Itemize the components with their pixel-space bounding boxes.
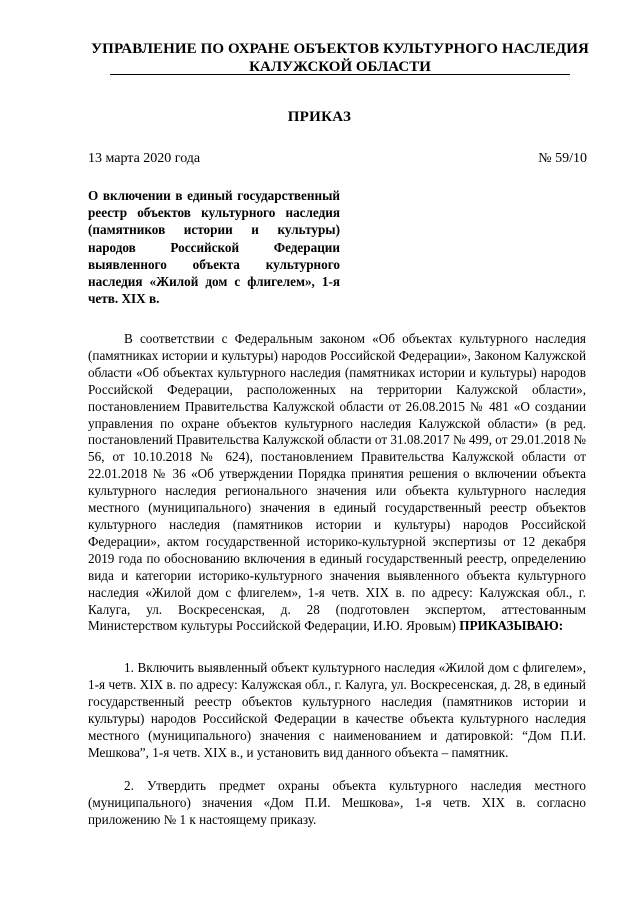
order-word: ПРИКАЗЫВАЮ: (459, 618, 564, 634)
header-underline (110, 74, 570, 75)
preamble-paragraph (88, 331, 586, 635)
agency-name-line1: УПРАВЛЕНИЕ ПО ОХРАНЕ ОБЪЕКТОВ КУЛЬТУРНОГО НАСЛЕДИЯ (91, 41, 589, 57)
document-date: 13 марта 2020 года (88, 151, 201, 166)
order-item-2: 2. Утвердить предмет охраны объекта культурного наследия местного (муниципального) значения «Дом П.И. Мешкова», 1-я четв. XIX в. согласно приложению № 1 к настоящему приказу. (88, 778, 586, 827)
document-number: № 59/10 (538, 151, 587, 166)
preamble-text: В соответствии с Федеральным законом «Об объектах культурного наследия (памятниках истории и культуры) народов Российской Федерации», Законом Калужской области «Об объектах культурного наследия (памятниках истории и культуры) народов Российской Федерации, расположенных на территории Калужской области», постановлением Правительства Калужской области от 26.08.2015 № 481 «О создании управления по охране объектов культурного наследия Калужской области» (в ред. постановлений Правительства Калужской области от 31.08.2017 № 499, от 29.01.2018 № 56, от 10.10.2018 № 624), постановлением Правительства Калужской области от 22.01.2018 № 36 «Об утверждении Порядка принятия решения о включении объекта культурного наследия регионального значения или объекта культурного наследия местного (муниципального) значения в единый государственный реестр объектов культурного наследия (памятников истории и культуры) народов Российской Федерации», актом государственной историко-культурной экспертизы от 12 декабря 2019 года по обоснованию включения в единый государственный реестр, определению вида и категории историко-культурного значения выявленного объекта культурного наследия «Жилой дом с флигелем», 1-я четв. XIX в. по адресу: Калужская обл., г. Калуга, ул. Воскресенская, д. 28 (подготовлен экспертом, аттестованным Министерством культуры Российской Федерации, И.Ю. Яровым) (88, 331, 586, 634)
document-title: ПРИКАЗ (287, 109, 352, 125)
document-subject: О включении в единый государственный реестр объектов культурного наследия (памятников истории и культуры) народов Российской Федерации выявленного объекта культурного наследия «Жилой дом с флигелем», 1-я четв. XIX в. (88, 188, 340, 307)
agency-name-line2: КАЛУЖСКОЙ ОБЛАСТИ (249, 59, 431, 75)
order-item-1: 1. Включить выявленный объект культурного наследия «Жилой дом с флигелем», 1-я четв. XIX в. по адресу: Калужская обл., г. Калуга, ул. Воскресенская, д. 28, в единый государственный реестр объектов культурного наследия (памятников истории и культуры) народов Российской Федерации в качестве объекта культурного наследия местного (муниципального) значения с наименованием и датировкой: “Дом П.И. Мешкова”, 1-я четв. XIX в., и установить вид данного объекта – памятник. (88, 660, 586, 760)
